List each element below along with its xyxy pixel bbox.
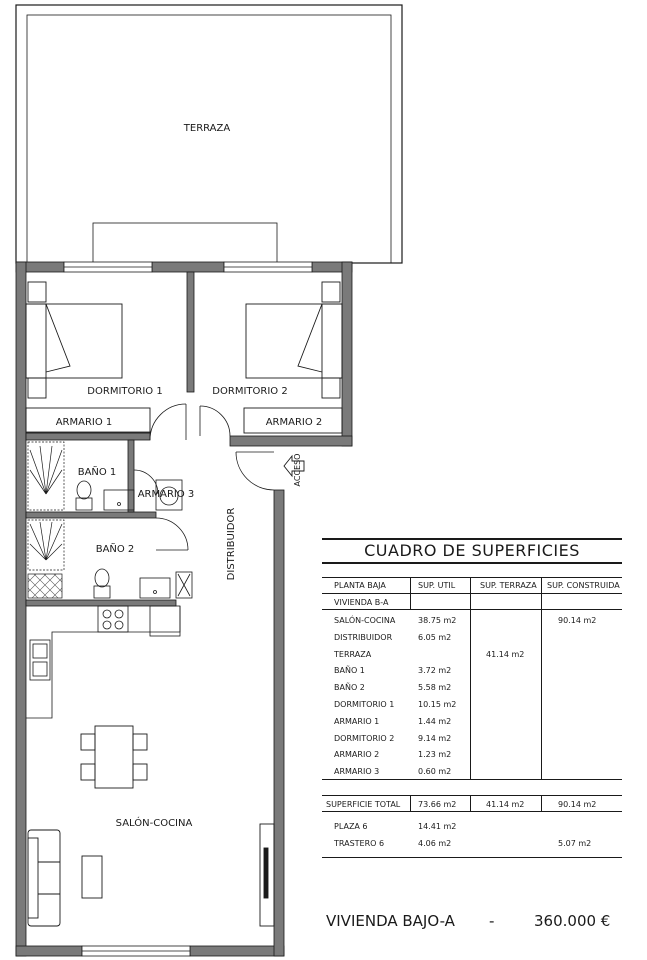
- listing-price: 360.000 €: [534, 912, 611, 930]
- cell-util: 10.15 m2: [418, 700, 457, 709]
- cell-util: 38.75 m2: [418, 616, 457, 625]
- room-label-dormitorio-2: DORMITORIO 2: [212, 386, 288, 397]
- room-label-armario-1: ARMARIO 1: [55, 417, 113, 428]
- room-label-terraza: TERRAZA: [183, 123, 231, 134]
- terrace: [16, 5, 402, 263]
- room-label-bano-1: BAÑO 1: [77, 467, 117, 478]
- total-terraza: 41.14 m2: [486, 800, 525, 809]
- unit-name: VIVIENDA B-A: [334, 598, 389, 607]
- listing-name: VIVIENDA BAJO-A: [326, 912, 455, 930]
- header-planta: PLANTA BAJA: [334, 581, 386, 590]
- cell-util: 1.23 m2: [418, 750, 452, 760]
- acceso-label: ACCESO: [293, 453, 302, 487]
- cell-name: BAÑO 2: [334, 683, 365, 693]
- header-construida: SUP. CONSTRUIDA: [547, 581, 620, 590]
- cell-name: TERRAZA: [334, 649, 372, 659]
- shower-1: [28, 442, 64, 510]
- room-label-armario-2: ARMARIO 2: [265, 417, 323, 428]
- cell-util: 3.72 m2: [418, 666, 452, 676]
- bed-1: [26, 282, 122, 398]
- room-label-salon-cocina: SALÓN-COCINA: [115, 818, 193, 829]
- doors: [134, 404, 274, 550]
- cell-terraza: 41.14 m2: [486, 649, 525, 659]
- room-label-armario-3: ARMARIO 3: [137, 489, 195, 500]
- exterior-walls: [16, 262, 352, 956]
- cell-name: BAÑO 1: [334, 666, 365, 676]
- bed-2: [246, 282, 342, 398]
- cell-construida: 90.14 m2: [558, 616, 597, 625]
- cell-util: 4.06 m2: [418, 838, 452, 848]
- room-label-dormitorio-1: DORMITORIO 1: [87, 386, 163, 397]
- total-name: SUPERFICIE TOTAL: [326, 800, 401, 809]
- listing-separator: -: [489, 912, 495, 930]
- cell-construida: 5.07 m2: [558, 838, 592, 848]
- dining-table: [81, 726, 147, 788]
- cell-name: DORMITORIO 1: [334, 700, 395, 709]
- cell-util: 5.58 m2: [418, 683, 452, 693]
- cell-util: 6.05 m2: [418, 632, 452, 642]
- cell-util: 1.44 m2: [418, 716, 452, 726]
- header-terraza: SUP. TERRAZA: [480, 581, 537, 590]
- cell-name: TRASTERO 6: [334, 838, 385, 848]
- cell-name: DORMITORIO 2: [334, 733, 395, 743]
- cell-util: 0.60 m2: [418, 767, 452, 777]
- cell-name: ARMARIO 2: [334, 750, 380, 760]
- header-util: SUP. UTIL: [418, 581, 456, 590]
- room-label-bano-2: BAÑO 2: [95, 544, 135, 555]
- cell-name: PLAZA 6: [334, 822, 368, 831]
- cell-util: 9.14 m2: [418, 733, 452, 743]
- total-construida: 90.14 m2: [558, 800, 597, 809]
- cell-name: ARMARIO 1: [334, 716, 380, 726]
- total-util: 73.66 m2: [418, 800, 457, 809]
- cell-name: DISTRIBUIDOR: [334, 632, 393, 642]
- cell-name: ARMARIO 3: [334, 767, 380, 777]
- living-furniture: [28, 824, 274, 926]
- cell-util: 14.41 m2: [418, 822, 457, 831]
- table-title: CUADRO DE SUPERFICIES: [364, 541, 580, 560]
- kitchen: [26, 606, 180, 718]
- shower-2: [28, 520, 64, 598]
- cell-name: SALÓN-COCINA: [334, 616, 396, 625]
- room-label-distribuidor: DISTRIBUIDOR: [226, 507, 237, 581]
